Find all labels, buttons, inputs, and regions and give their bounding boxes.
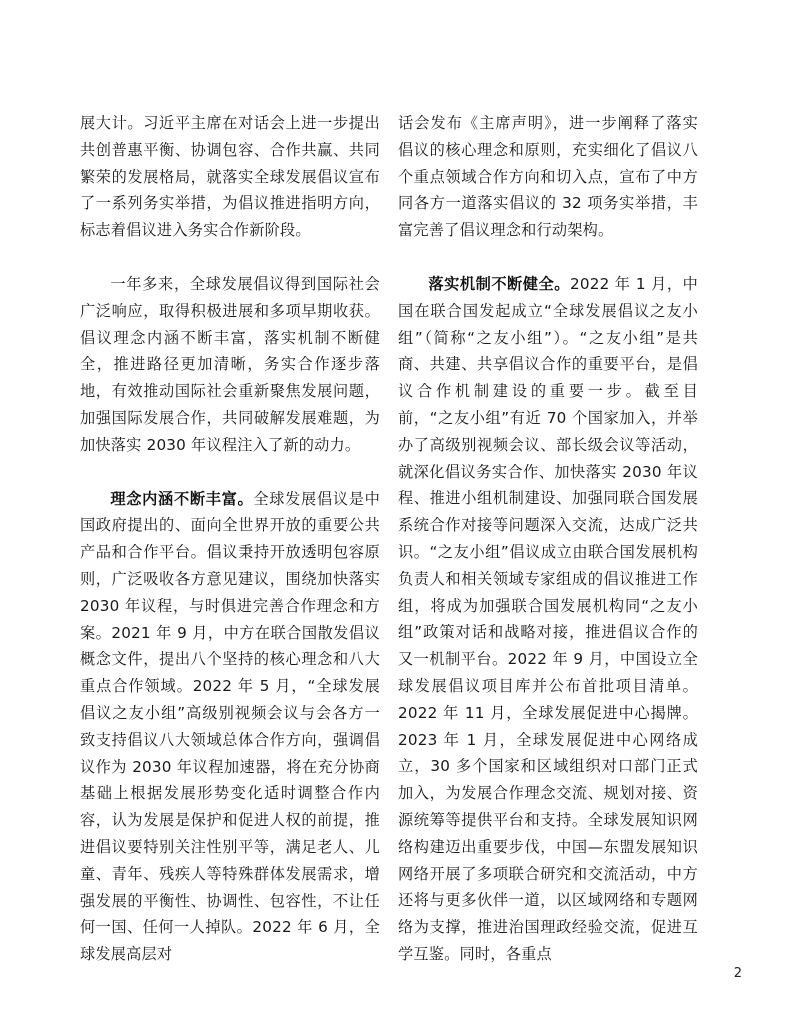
right-column — [398, 110, 698, 968]
paragraph-concept-enrichment — [80, 486, 380, 968]
paragraph-continuation: 展大计。习近平主席在对话会上进一步提出共创普惠平衡、协调包容、合作共赢、共同繁荣的发展格局，就落实全球发展倡议宣布了一系列务实举措，为倡议推进指明方向，标志着倡议进入务实合作新阶段。 — [80, 114, 380, 240]
paragraph-body: 全球发展倡议是中国政府提出的、面向全世界开放的重要公共产品和合作平台。倡议秉持开放透明包容原则，广泛吸收各方意见建议，围绕加快落实 2030 年议程，与时俱进完善合作理念和方案。2021 年 9 月，中方在联合国散发倡议概念文件，提出八个坚持的核心理念和八大重点合作领域。2022 年 5 月，“全球发展倡议之友小组”高级别视频会议与会各方一致支持倡议八大领域总体合作方向，强调倡议作为 2030 年议程加速器，将在充分协商基础上根据发展形势变化适时调整合作内容，认为发展是保护和促进人权的前提，推进倡议要特别关注性别平等，满足老人、儿童、青年、残疾人等特殊群体发展需求，增强发展的平衡性、协调性、包容性，不让任何一国、任何一人掉队。2022 年 6 月，全球发展高层对 — [80, 489, 380, 964]
paragraph-mechanism-improvement — [398, 271, 698, 968]
paragraph-progress-overview: 一年多来，全球发展倡议得到国际社会广泛响应，取得积极进展和多项早期收获。倡议理念内涵不断丰富，落实机制不断健全，推进路径更加清晰，务实合作逐步落地，有效推动国际社会重新聚焦发展问题，加强国际发展合作，共同破解发展难题，为加快落实 2030 年议程注入了新的动力。 — [80, 274, 380, 454]
page-number: 2 — [733, 966, 742, 981]
paragraph-lead-heading: 理念内涵不断丰富。 — [110, 489, 254, 508]
paragraph-body: 2022 年 1 月，中国在联合国发起成立“全球发展倡议之友小组”（简称“之友小组”）。“之友小组”是共商、共建、共享倡议合作的重要平台，是倡议合作机制建设的重要一步。截至目前，“之友小组”有近 70 个国家加入，并举办了高级别视频会议、部长级会议等活动，就深化倡议务实合作、加快落实 2030 年议程、推进小组机制建设、加强同联合国发展系统合作对接等问题深入交流，达成广泛共识。“之友小组”倡议成立由联合国发展机构负责人和相关领域专家组成的倡议推进工作组，将成为加强联合国发展机构同“之友小组”政策对话和战略对接，推进倡议合作的又一机制平台。2022 年 9 月，中国设立全球发展倡议项目库并公布首批项目清单。2022 年 11 月，全球发展促进中心揭牌。2023 年 1 月，全球发展促进中心网络成立，30 多个国家和区域组织对口部门正式加入，为发展合作理念交流、规划对接、资源统筹等提供平台和支持。全球发展知识网络构建迈出重要步伐，中国—东盟发展知识网络开展了多项联合研究和交流活动，中方还将与更多伙伴一道，以区域网络和专题网络为支撑，推进治国理政经验交流，促进互学互鉴。同时，各重点 — [398, 274, 698, 963]
left-column — [80, 110, 380, 968]
paragraph-lead-heading: 落实机制不断健全。 — [428, 274, 570, 293]
paragraph-continuation: 话会发布《主席声明》，进一步阐释了落实倡议的核心理念和原则，充实细化了倡议八个重点领域合作方向和切入点，宣布了中方同各方一道落实倡议的 32 项务实举措，丰富完善了倡议理念和行动架构。 — [398, 114, 698, 240]
